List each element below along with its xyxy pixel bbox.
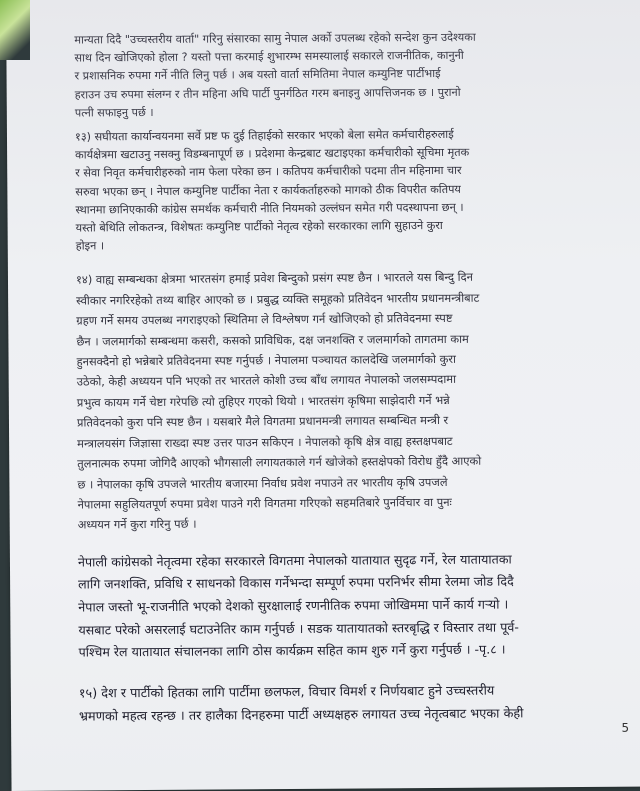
background-corner xyxy=(0,0,30,60)
document-body xyxy=(74,28,627,728)
paragraph-13: १३) सघीयता कार्यान्वयनमा सर्वे प्रष्ट फ दुई तिहाईको सरकार भएको बेला समेत कर्मचारीहरुलाई कार्यक्षेत्रमा खटाउनु नसक्नु विडम्बनापूर्ण छ । प्रदेशमा केन्द्रबाट खटाइएका कर्मचारीको सूचिमा मृतक र सेवा निवृत कर्मचारीहरुको नाम फेला परेका छन । कतिपय कर्मचारीको पदमा तीन महिनामा चार सरुवा भएका छन् । नेपाल कम्युनिष्ट पार्टीका नेता र कार्यकर्ताहरुको मागको ठीक विपरीत कतिपय स्थानमा छानिएकाकी कांग्रेस समर्थक कर्मचारी नीति नियमको उल्लंघन समेत गरी पदस्थापना छन् । यस्तो बेथिति लोकतन्त्र, विशेषतः कम्युनिष्ट पार्टीको नेतृत्व रहेको सरकारका लागि सुहाउने कुरा होइन । xyxy=(74,127,470,253)
page-number: 5 xyxy=(621,720,630,735)
paragraph-15: १५) देश र पार्टीको हितका लागि पार्टीमा छलफल, विचार विमर्श र निर्णयबाट हुने उच्चस्तरीय भ्रमणको महत्व रहन्छ । तर हालैका दिनहरुमा पार्टी अध्यक्षहरु लगायत उच्च नेतृत्वबाट भएका केही xyxy=(78,683,524,725)
paragraph-14: १४) वाह्य सम्बन्धका क्षेत्रमा भारतसंग हमाई प्रवेश बिन्दुको प्रसंग स्पष्ट छैन । भारतले यस बिन्दु दिन स्वीकार नगरिरहेको तथ्य बाहिर आएको छ । प्रबुद्ध व्यक्ति समूहको प्रतिवेदन भारतीय प्रधानमन्त्रीबाट ग्रहण गर्ने समय उपलब्ध नगराइएको स्थितिमा ले विश्लेषण गर्न खोजिएको हो प्रतिवेदनमा स्पष्ट छैन । जलमार्गको सम्बन्धमा कसरी, कसको प्राविधिक, दक्ष जनशक्ति र जलमार्गको तागतमा काम हुनसक्दैनो हो भन्नेबारे प्रतिवेदनमा स्पष्ट गर्नुपर्छ । नेपालमा पञ्चायत कालदेखि जलमार्गको कुरा उठेको, केही अध्ययन पनि भएको तर भारतले कोशी उच्च बाँध लगायत नेपालको जलसम्पदामा प्रभुत्व कायम गर्ने चेष्टा गरेपछि त्यो तुहिएर गएको थियो । भारतसंग कृषिमा साझेदारी गर्ने भन्ने प्रतिवेदनको कुरा पनि स्पष्ट छैन । यसबारे मैले विगतमा प्रधानमन्त्री लगायत सम्बन्धित मन्त्री र मन्त्रालयसंग जिज्ञासा राख्दा स्पष्ट उत्तर पाउन सकिएन । नेपालको कृषि क्षेत्र वाह्य हस्तक्षपबाट तुलनात्मक रुपमा जोगिदै आएको भौगसाली लगायतकाले गर्न खोजेको हस्तक्षेपको विरोध हुँदै आएको छ । नेपालका कृषि उपजले भारतीय बजारमा निर्वाध प्रवेश नपाउने तर भारतीय कृषि उपजले नेपालमा सहुलियतपूर्ण रुपमा प्रवेश पाउने गरी विगतमा गरिएको सहमतिबारे पुनर्विचार वा पुनः अध्ययन गर्ने कुरा गरिनु पर्छ । xyxy=(75,270,482,532)
paragraph-rail: नेपाली कांग्रेसको नेतृत्वमा रहेका सरकारले विगतमा नेपालको यातायात सुदृढ गर्ने, रेल यातायातका लागि जनशक्ति, प्रविधि र साधनको विकास गर्नेभन्दा सम्पूर्ण रुपमा परनिर्भर सीमा रेलमा जोड दिदै नेपाल जस्तो भू-राजनीति भएको देशको सुरक्षालाई रणनीतिक रुपमा जोखिममा पार्ने कार्य गर्‍यो । यसबाट परेको असरलाई घटाउनेतिर काम गर्नुपर्छ । सडक यातायातको स्तरबृद्धि र विस्तार तथा पूर्व- पश्चिम रेल यातायात संचालनका लागि ठोस कार्यक्रम सहित काम शुरु गर्ने कुरा गर्नुपर्छ । -पृ.८ । xyxy=(77,551,519,660)
paragraph-11-tail: मान्यता दिदै "उच्चस्तरीय वार्ता" गरिनु संसारका सामु नेपाल अर्को उपलब्ध रहेको सन्देश कुन उदेश्यका साथ दिन खोजिएको होला ? यस्तो पत्ता करमाई शुभारम्भ समस्यालाई सकारले राजनीतिक, कानुनी र प्रशासनिक रुपमा गर्ने नीति लिनु पर्छ । अब यस्तो वार्ता समितिमा नेपाल कम्युनिष्ट पार्टीभाई हराउन उच रुपमा संलग्न र तीन महिना अघि पार्टी पुनर्गठित गरम बनाइनु आपत्तिजनक छ । पुरानो पत्नी सफाइनु पर्छ । xyxy=(74,30,476,120)
document-page xyxy=(6,0,640,791)
